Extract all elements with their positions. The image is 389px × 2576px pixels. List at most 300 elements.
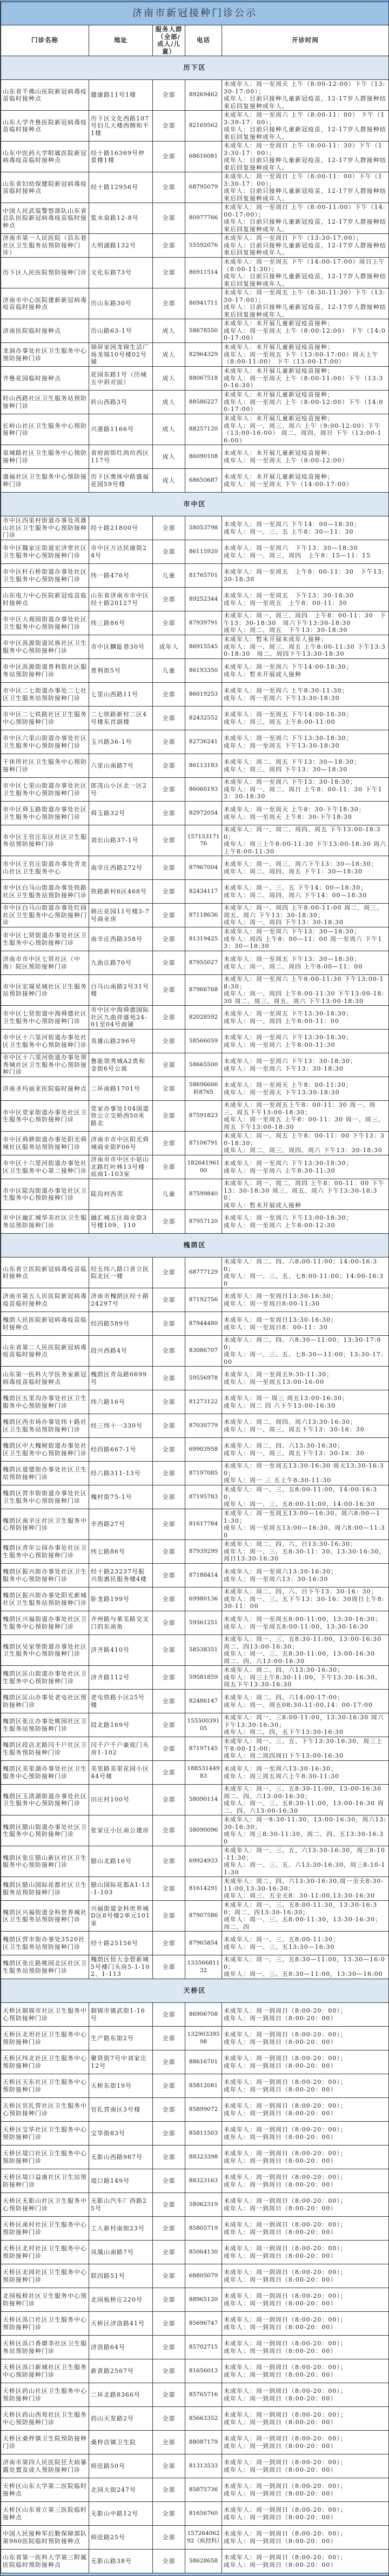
clinic-address: 堤口路149号 bbox=[89, 2169, 153, 2193]
clinic-name: 山东省第二人民医院新冠病毒疫苗临时接种点 bbox=[1, 1336, 89, 1367]
clinic-address: 济南市市中区小姑山北路红叶林13号楼底商1-103室 bbox=[89, 1155, 153, 1179]
clinic-address: 市中区万达民康街24号 bbox=[89, 540, 153, 564]
clinic-name: 市中区二七街道办事处二七社区卫生服务站预防接种门诊 bbox=[1, 683, 89, 707]
phone-number: 83086707 bbox=[185, 1336, 222, 1367]
clinic-address: 美里路美里花园小区44号楼 bbox=[89, 1761, 153, 1785]
clinic-name: 齐鲁花园临时接种点 bbox=[1, 367, 89, 391]
phone-number: 59561251 bbox=[185, 1611, 222, 1635]
clinic-name: 市中区白马山街道办事处铁路社区卫生服务站预防接种门诊 bbox=[1, 880, 89, 904]
opening-hours: 未成年人：周一到周日（8:00-20：00）； 成年人：周一到周日（8:00-20：00） bbox=[222, 2454, 389, 2478]
clinic-name: 槐荫区振兴街办事处社区卫生服务中心预防接种门诊 bbox=[1, 1564, 89, 1588]
clinic-name: 市中区十六里河街道办事处领秀城社区卫生服务中心预防接种门诊 bbox=[1, 1053, 89, 1077]
service-group: 全部 bbox=[153, 1666, 185, 1690]
clinic-name: 市中区七贤街道办事处社区卫生服务中心预防接种门诊 bbox=[1, 927, 89, 951]
phone-number: 87965854 bbox=[185, 1932, 222, 1955]
table-row bbox=[1, 1761, 389, 1785]
phone-number: 82028592 bbox=[185, 1006, 222, 1030]
clinic-name: 槐荫区腊山国际花都社区卫生服务站预防接种门诊 bbox=[1, 1877, 89, 1901]
phone-number: 82486147 bbox=[185, 1690, 222, 1713]
table-row bbox=[1, 516, 389, 540]
opening-hours: 未成年人：周二、四、六、日13:30-16:30； 成年人：周一、三、五8:30-11：30、13:30-16:30，周日13:30-16:30 bbox=[222, 1540, 389, 1564]
phone-number: 89269462 bbox=[185, 80, 222, 111]
phone-number: 82432552 bbox=[185, 707, 222, 730]
table-row bbox=[1, 659, 389, 683]
opening-hours: 未成年人：周一至周六 上午8:00-11:30 下午13:00-18:30； 成年人：周一、周四 上午8:00-11:30 下午13:00-18:30 周二、周三、周五、周六 下午13:00-18:30 bbox=[222, 975, 389, 1006]
clinic-name: 天桥区药山西苑社区卫生服务中心预防接种门诊 bbox=[1, 2407, 89, 2431]
phone-number: 87030779 bbox=[185, 1414, 222, 1438]
opening-hours: 未成年人：周一至周五8:00-11:00，13:30-16:30； 成年人：周一至周五8:00-11:00，13:30-16:30 bbox=[222, 1611, 389, 1635]
table-row bbox=[1, 172, 389, 203]
phone-number: 86113183 bbox=[185, 754, 222, 778]
service-group: 全部 bbox=[153, 2288, 185, 2312]
clinic-address: 济齐路112号 bbox=[89, 1666, 153, 1690]
service-group: 全部 bbox=[153, 2241, 185, 2264]
table-row bbox=[1, 1462, 389, 1485]
clinic-address: 纬六路16号 bbox=[89, 1390, 153, 1414]
clinic-name: 市中区王官庄东区社区卫生服务站预防接种门诊 bbox=[1, 825, 89, 856]
opening-hours: 未成年人：周一到周日（8:00-20：00）； 成年人：周一到周日（8:00-20：00） bbox=[222, 2027, 389, 2050]
clinic-address: 二环南路1701号 bbox=[89, 1077, 153, 1101]
opening-hours: 未成年人：周一至周五 上午8：00-11：30 下午13:30-18:30 bbox=[222, 564, 389, 588]
phone-number: 85702715 bbox=[185, 2336, 222, 2359]
clinic-name: 市中区泺源街道民族社区卫生服务中心预防接种门诊 bbox=[1, 635, 89, 659]
service-group: 全部 bbox=[153, 172, 185, 203]
clinic-address: 经六路311-13号 bbox=[89, 1462, 153, 1485]
table-row bbox=[1, 343, 389, 367]
opening-hours: 未成年人：周一至周六13:30-16:30； 成年人：周一至周六13：30-16:30 bbox=[222, 1564, 389, 1588]
table-row bbox=[1, 1367, 389, 1390]
opening-hours: 未成年人：未开展儿童新冠疫苗接种； 成年人：周一至周天 下午（14:00-17:00） bbox=[222, 469, 389, 493]
opening-hours: 未成年人：周一至周日 上午（8:00-11：00）下午（13:30-17：00）； 成年人：目前只接种儿童新冠疫苗，12-17岁人群接种结束后回复接种成年人。 bbox=[222, 172, 389, 203]
opening-hours: 未成年人：周一、周五 上午8：00-11：00 下午13：30-18:30； 成年人：周二、周三、周四、周六 下午13：30-18:30 bbox=[222, 1132, 389, 1155]
opening-hours: 未成年人：周一、三、五8:30-11:00，13:00-16:30 周二、四13:00-16:30； 成年人：周一、三、五8:30-11:00，13:00-16:30 周二、四、六13:00-16:30 bbox=[222, 1635, 389, 1666]
service-group: 全部 bbox=[153, 2383, 185, 2407]
clinic-name: 槐荫区美里湖办事处社区卫生服务中心预防接种门诊 bbox=[1, 1761, 89, 1785]
table-row bbox=[1, 2407, 389, 2431]
table-row bbox=[1, 951, 389, 975]
phone-number: 87118636 bbox=[185, 904, 222, 927]
phone-number: 58628658 bbox=[185, 2550, 222, 2573]
service-group: 全部 bbox=[153, 2193, 185, 2217]
clinic-address: 凤凰山南路7号 bbox=[89, 2241, 153, 2264]
opening-hours: 未成年人：周一到周日（8:00-20：00）； 成年人：周一到周日（8:00-20：00） bbox=[222, 2217, 389, 2241]
district-header-row bbox=[1, 1979, 389, 2003]
phone-number: 68650687 bbox=[185, 469, 222, 493]
column-header-phone: 电话 bbox=[185, 25, 222, 56]
table-row bbox=[1, 1030, 389, 1053]
clinic-address: 段兴西路4号 bbox=[89, 1336, 153, 1367]
clinic-address: 玉兴路36-1号 bbox=[89, 730, 153, 754]
table-row bbox=[1, 2003, 389, 2027]
service-group: 全部 bbox=[153, 1155, 185, 1179]
clinic-name: 市中区舜耕街道办事处阳光舜城社区服务站预防接种门诊 bbox=[1, 1132, 89, 1155]
opening-hours: 未成年人：周一至周五 下午13:30-18:30； 成年人：周一、周四 上午8:00-11：00 bbox=[222, 1006, 389, 1030]
clinic-address: 辛西路27号 bbox=[89, 1509, 153, 1540]
service-group: 全部 bbox=[153, 2050, 185, 2074]
clinic-address: 经四路667-1号 bbox=[89, 1438, 153, 1462]
table-row bbox=[1, 1955, 389, 1979]
phone-number: 58696666转8765 bbox=[185, 1077, 222, 1101]
opening-hours: 未成年人：周一至周六 下午13：30—18:30； 成年人：周四 上午8：00—11：00 周一至周六 下午13：30—18:30 bbox=[222, 927, 389, 951]
clinic-name: 市中区魏家庄街道宏济堂社区卫生服务中心预防接种门诊 bbox=[1, 540, 89, 564]
table-row bbox=[1, 2145, 389, 2169]
clinic-address: 党家办事处104国道铁公立交桥西50米路北 bbox=[89, 1101, 153, 1132]
table-row bbox=[1, 234, 389, 258]
table-row bbox=[1, 856, 389, 880]
opening-hours: 未成年人：周一至周六 下午14:00-18:30； 成年人：暂未开展成人接种 bbox=[222, 659, 389, 683]
clinic-name: 天桥区无影山社区卫生服务中心预防接种门诊 bbox=[1, 2193, 89, 2217]
table-row bbox=[1, 2217, 389, 2241]
table-row bbox=[1, 707, 389, 730]
table-row bbox=[1, 802, 389, 825]
clinic-address: 槐荫区青岛路6699号 bbox=[89, 1367, 153, 1390]
table-row bbox=[1, 414, 389, 445]
clinic-name: 山东省妇幼保健院新冠病毒疫苗临时接种点 bbox=[1, 172, 89, 203]
service-group: 儿童 bbox=[153, 659, 185, 683]
service-group: 全部 bbox=[153, 1509, 185, 1540]
phone-number: 87195783 bbox=[185, 1485, 222, 1509]
clinic-address: 九曲庄路70号 bbox=[89, 951, 153, 975]
opening-hours: 未成年人：周一到周日（8:00-20：00）； 成年人：周一到周日（8:00-20：00） bbox=[222, 2550, 389, 2573]
column-header-group: 服务人群（全部/成人/儿童） bbox=[153, 25, 185, 56]
opening-hours: 未成年人：周一到周日（8:00-20：00）； 成年人：周一到周日（8:00-20：00） bbox=[222, 2145, 389, 2169]
table-row bbox=[1, 2050, 389, 2074]
column-header-hours: 开诊时间 bbox=[222, 25, 389, 56]
service-group: 儿童 bbox=[153, 1179, 185, 1210]
phone-number: 88616701 bbox=[185, 2050, 222, 2074]
table-row bbox=[1, 927, 389, 951]
service-group: 全部 bbox=[153, 778, 185, 802]
table-row bbox=[1, 2336, 389, 2359]
table-row bbox=[1, 445, 389, 469]
phone-number: 88323398 bbox=[185, 2145, 222, 2169]
district-header-row bbox=[1, 1234, 389, 1257]
phone-number: 55592076 bbox=[185, 234, 222, 258]
service-group: 全部 bbox=[153, 1901, 185, 1932]
phone-number: 86019253 bbox=[185, 683, 222, 707]
clinic-address: 二环北路8366号 bbox=[89, 2383, 153, 2407]
phone-number: 58538351 bbox=[185, 1635, 222, 1666]
clinic-address: 纬一路476号 bbox=[89, 564, 153, 588]
service-group: 全部 bbox=[153, 1564, 185, 1588]
clinic-address: 舜玉路32号 bbox=[89, 802, 153, 825]
clinic-address: 药山天发路2号 bbox=[89, 2407, 153, 2431]
service-group: 全部 bbox=[153, 1540, 185, 1564]
opening-hours: 未成年人：周一至周五上午8：00-11：30 周一、周三、周五下午13:00-18:30； 成年人：周一至周五 上午8：00-11：30 周一、周三、周五 下午13:00-18:30 bbox=[222, 1101, 389, 1132]
table-row bbox=[1, 1635, 389, 1666]
opening-hours: 未成年人：周一到周日（8:00-20：00）； 成年人：周一到周日（8:00-20：00） bbox=[222, 2074, 389, 2098]
opening-hours: 未成年人：周一8:30-11:30，13:00-16:30，周六13:30-16:30； 成年人：周三8:30-11:30，周二、四、五13:30-16:30 bbox=[222, 1815, 389, 1846]
clinic-address: 转山西路3号 bbox=[89, 391, 153, 414]
opening-hours: 未成年人：周一至周五 下午13：30-18:30 成年人：周一至周五 上午8：00-11：30 bbox=[222, 588, 389, 611]
service-group: 全部 bbox=[153, 2098, 185, 2122]
phone-number: 68795079 bbox=[185, 172, 222, 203]
opening-hours: 未成年人：周一至周五 上午（8:30-11:30）下午（13:30-17:00）； 成年人：目前只接种儿童新冠疫苗，12-17岁人群接种结束后回复接种成年人。 bbox=[222, 288, 389, 319]
service-group: 全部 bbox=[153, 203, 185, 234]
service-group: 全部 bbox=[153, 2336, 185, 2359]
clinic-name: 天桥区桑梓镇卫生院预防接种门诊 bbox=[1, 2431, 89, 2454]
table-row bbox=[1, 1932, 389, 1955]
service-group: 全部 bbox=[153, 1030, 185, 1053]
phone-number: 87967004 bbox=[185, 856, 222, 880]
phone-number: 87591823 bbox=[185, 1101, 222, 1132]
opening-hours: 未成年人：周一、三、五、六13:30-16:30，周三8:10-11:30； 成年人：周一、三、五、六13:30-16:30，周三8:10-11:30 bbox=[222, 1846, 389, 1877]
service-group: 全部 bbox=[153, 802, 185, 825]
opening-hours: 未成年人：周一至周五 下午14:00-18:30； 成年人：周三、周五 上午8:00-11:00 bbox=[222, 707, 389, 730]
clinic-address: 兴港路1166号 bbox=[89, 414, 153, 445]
clinic-address: 无影山路38号 bbox=[89, 2550, 153, 2573]
opening-hours: 未成年人：周一至周日 上午（8:00-11:00）下午（14:00-17:00）； 成年人：目前只接种儿童新冠疫苗，12-17岁人群接种结束后回复接种成年人。 bbox=[222, 203, 389, 234]
table-row bbox=[1, 2288, 389, 2312]
opening-hours: 未成年人：周一、周二、周四、周五 下午13:00-18:30； 成年人：周三上午8:00-11:30 下午13:00-18:30 周六上午8:00-11:30 bbox=[222, 825, 389, 856]
service-group: 全部 bbox=[153, 1390, 185, 1414]
service-group: 全部 bbox=[153, 2502, 185, 2526]
service-group: 全部 bbox=[153, 540, 185, 564]
opening-hours: 未成年人：周二、四、六13:30-16:30,周一全天8:30-11:00,13:30-16:30； 成年人：周三、五全天8：30-11:00,13:30-16:30 bbox=[222, 1877, 389, 1901]
table-row bbox=[1, 1815, 389, 1846]
table-row bbox=[1, 1077, 389, 1101]
clinic-address: 经十路23237号振兴街惠民服务楼4楼 bbox=[89, 1564, 153, 1588]
table-row bbox=[1, 2383, 389, 2407]
clinic-name: 槐荫区道德街办事处社区卫生站预防接种门诊 bbox=[1, 1462, 89, 1485]
service-group: 成人 bbox=[153, 414, 185, 445]
table-row bbox=[1, 1101, 389, 1132]
service-group: 全部 bbox=[153, 927, 185, 951]
opening-hours: 未成年人：周一 周三 周五13:00-16:30； 成年人：周二 四 六下午13:00-16:30 bbox=[222, 1390, 389, 1414]
phone-number: 86060193 bbox=[185, 778, 222, 802]
opening-hours: 未成年人：周一至周六 下午13：30-18:30； 成年人：周一至周六 下午13：30-18:30 bbox=[222, 1053, 389, 1077]
clinic-name: 天桥区堤口社区卫生服务中心预防接种门诊 bbox=[1, 2145, 89, 2169]
clinic-name: 市中区融汇城华美社区卫生服务站预防接种门诊 bbox=[1, 1210, 89, 1234]
service-group: 成人 bbox=[153, 367, 185, 391]
opening-hours: 未成年人：周一、周二、周四 上午8：00-11：00 下午13：30-18:30 周三、周五、周六 下午13:30-18:30； 成年人：暂未开展成人接种 bbox=[222, 1179, 389, 1210]
phone-number: 85812081 bbox=[185, 2074, 222, 2098]
service-group: 全部 bbox=[153, 2027, 185, 2050]
phone-number: 15715317176 bbox=[185, 825, 222, 856]
opening-hours: 未成年人：周一至周六 下午13：30—18:30 成年人：周一、周三、周四 上午8：15—11：15 bbox=[222, 540, 389, 564]
opening-hours: 未成年人：周一、三、五8:30—11:00，13:30—16:00； 成年人：周一、三、五8:30—11:00，13:30—16:00 bbox=[222, 1955, 389, 1979]
opening-hours: 未成年人：周一到周日（8:00-20：00）； 成年人：周一到周日（8:00-20：00） bbox=[222, 2122, 389, 2145]
clinic-address: 锦屏家园龙锦生活广场龙锦10号楼02号铺 bbox=[89, 343, 153, 367]
opening-hours: 未成年人：周一到周日（8:00-20：00）； 成年人：周一到周日（8:00-20：00） bbox=[222, 2383, 389, 2407]
clinic-name: 干休所社区卫生服务中心预防接种门诊 bbox=[1, 754, 89, 778]
clinic-name: 槐荫区五里沟办事处社区卫生服务中心预防接种门诊 bbox=[1, 1390, 89, 1414]
clinic-address: 经十路12956号 bbox=[89, 172, 153, 203]
opening-hours: 未成年人：周一到周日（8:00-20：00）； 成年人：周一到周日（8:00-20：00） bbox=[222, 2336, 389, 2359]
phone-number: 80977766 bbox=[185, 203, 222, 234]
clinic-name: 槐荫区张庄路桃园北区社区卫生服务站预防接种门诊 bbox=[1, 1955, 89, 1979]
table-row bbox=[1, 391, 389, 414]
clinic-name: 槐荫人民医院新冠病毒疫苗临时接种点 bbox=[1, 1312, 89, 1336]
table-row bbox=[1, 1438, 389, 1462]
opening-hours: 未成年人：周二、四、六13:30-16:30； 成年人：周三上午8:30-11:00，下午13:30-16:30，周五下午13:30-16:30 bbox=[222, 1666, 389, 1690]
clinic-address: 师范路50号 bbox=[89, 2454, 153, 2478]
clinic-address: 二七铁路新村二区4号楼东首副楼 bbox=[89, 707, 153, 730]
clinic-name: 济南市第一人民医院（县东巷社区卫生服务站预防接种门诊） bbox=[1, 234, 89, 258]
bottom-bar bbox=[1, 2573, 388, 2575]
clinic-name: 天桥区宝华社区卫生服务中心预防接种门诊 bbox=[1, 2122, 89, 2145]
opening-hours: 未成年人：周一、三、五8:00-11:00，14:00-16:30； 成年人：周一、三、五8:00-11:00，14:00-16:30 bbox=[222, 1485, 389, 1509]
table-row bbox=[1, 1564, 389, 1588]
table-row bbox=[1, 1588, 389, 1611]
phone-number: 81656013 bbox=[185, 2359, 222, 2383]
clinic-address: 济洛路64号 bbox=[89, 2336, 153, 2359]
phone-number: 58090096 bbox=[185, 1815, 222, 1846]
clinic-name: 山东中医药大学附属医院新冠病毒疫苗临时接种点 bbox=[1, 142, 89, 172]
clinic-address: 兴福街道金科世界城D区8号楼2单元101室 bbox=[89, 1901, 153, 1932]
opening-hours: 未成年人：周一至周五13:00—16:30、周六8:00—11:30； 成年人：周一至周五13:00—16:30、周六8:00—11:30 bbox=[222, 1509, 389, 1540]
phone-number: 87944480 bbox=[185, 1312, 222, 1336]
opening-hours: 未成年人：周一至周六 下午13:30-18:30； 成年人：周一至周六 上午8:00-11:30 bbox=[222, 1030, 389, 1053]
service-group: 成人 bbox=[153, 469, 185, 493]
service-group: 全部 bbox=[153, 1877, 185, 1901]
service-group: 全部 bbox=[153, 2407, 185, 2431]
opening-hours: 未成年人：周一、周四 上午8:00-11:00 周二、周三、周五、周六 下午13：30-18:30； 成年人：周一、周四 下午13：30-18:30 bbox=[222, 904, 389, 927]
phone-number: 81765701 bbox=[185, 564, 222, 588]
opening-hours: 未成年人：周一到周日（8:00-20：00）； 成年人：周一到周日（8:00-20：00） bbox=[222, 2098, 389, 2122]
phone-number: 58062319 bbox=[185, 2193, 222, 2217]
clinic-address: 济齐路410号 bbox=[89, 1635, 153, 1666]
service-group: 全部 bbox=[153, 1438, 185, 1462]
clinic-name: 龙洞办事处社区卫生服务中心预防接种门诊 bbox=[1, 343, 89, 367]
opening-hours: 未成年人：周一到周日（8:00-20：00）； 成年人：周一到周日（8:00-20：00） bbox=[222, 2241, 389, 2264]
table-row bbox=[1, 2264, 389, 2288]
table-row bbox=[1, 2526, 389, 2550]
clinic-address: 六里山南路7号 bbox=[89, 754, 153, 778]
service-group: 全部 bbox=[153, 142, 185, 172]
phone-number: 86193350 bbox=[185, 659, 222, 683]
clinic-name: 天桥区泺口香磨李社区卫生服务站预防接种门诊 bbox=[1, 2336, 89, 2359]
service-group: 全部 bbox=[153, 880, 185, 904]
clinic-address: 经十路21800号 bbox=[89, 516, 153, 540]
clinic-name: 槐荫区营市街办事处3520社区卫生服务站预防接种门诊 bbox=[1, 1932, 89, 1955]
phone-number: 87192756 bbox=[185, 1288, 222, 1312]
opening-hours: 未成年人：周一、三、五8:00-11:30； 成年人：周一、三、五13:30—16:30 bbox=[222, 1932, 389, 1955]
table-row bbox=[1, 1257, 389, 1288]
clinic-name: 历下区人民医院预防接种门诊 bbox=[1, 258, 89, 288]
table-row bbox=[1, 1006, 389, 1030]
phone-number: 86911514 bbox=[185, 258, 222, 288]
clinic-name: 槐荫区振兴街办事处阳光新城社区卫生服务站预防接种门诊 bbox=[1, 1588, 89, 1611]
table-row bbox=[1, 2454, 389, 2478]
opening-hours: 未成年人：周一至周六 下午14：00—18:30； 成年人：周一、三、五 上午8：30—11：30 bbox=[222, 516, 389, 540]
service-group: 成人 bbox=[153, 319, 185, 343]
service-group: 全部 bbox=[153, 111, 185, 142]
service-group: 全部 bbox=[153, 516, 185, 540]
clinic-address: 历下区文化西路107号妇儿大楼西侧和平1楼 bbox=[89, 111, 153, 142]
table-row bbox=[1, 635, 389, 659]
table-row bbox=[1, 2027, 389, 2050]
opening-hours: 未成年人：周一至周五9:30-11:30； 成年人：周一至周五13:00-16:00 bbox=[222, 1367, 389, 1390]
district-header-row bbox=[1, 56, 389, 80]
service-group: 全部 bbox=[153, 825, 185, 856]
opening-hours: 未成年人：周一到周日（8:00-20：00）； 成年人：周一到周日（8:00-20：00） bbox=[222, 2502, 389, 2526]
table-row bbox=[1, 1846, 389, 1877]
service-group: 全部 bbox=[153, 1485, 185, 1509]
opening-hours: 未成年人：周一至周天 上午8：30-下午18:30； 成年人：周一至周天 上午8：30-下午18:30 bbox=[222, 802, 389, 825]
table-row bbox=[1, 564, 389, 588]
district-name: 市中区 bbox=[1, 493, 389, 516]
clinic-name: 市中区十六里河街道办事处社区卫生服务中心预防接种门诊 bbox=[1, 1030, 89, 1053]
phone-number: 88257120 bbox=[185, 414, 222, 445]
table-row bbox=[1, 1611, 389, 1635]
opening-hours: 未成年人：周一至周六 下午13:30-18:30； 成年人：周一至周五 下午13:30-18:30 bbox=[222, 730, 389, 754]
table-row bbox=[1, 1414, 389, 1438]
column-header-name: 门诊名称 bbox=[1, 25, 89, 56]
opening-hours: 未成年人：周一、三、五 下午14：00—18:30； 成年人：周二、周四、周六 下午14：00—18:30 bbox=[222, 880, 389, 904]
clinic-name: 槐荫区兴福街道金科世界城社区卫生服务站预防接种门诊 bbox=[1, 1901, 89, 1932]
table-row bbox=[1, 2359, 389, 2383]
service-group: 全部 bbox=[153, 1761, 185, 1785]
phone-number: 58053798 bbox=[185, 516, 222, 540]
clinic-address: 师范路25号 bbox=[89, 2526, 153, 2550]
service-group: 全部 bbox=[153, 1132, 185, 1155]
phone-number: 18853144983 bbox=[185, 1761, 222, 1785]
clinic-name: 中国人民武装警察部队山东省总队医院新冠病毒疫苗临时接种点 bbox=[1, 203, 89, 234]
phone-number: 69924933 bbox=[185, 1846, 222, 1877]
phone-number: 68805079 bbox=[185, 2264, 222, 2288]
table-row bbox=[1, 1485, 389, 1509]
service-group: 全部 bbox=[153, 975, 185, 1006]
clinic-name: 天桥区纬北社区卫生服务中心预防接种门诊 bbox=[1, 2050, 89, 2074]
opening-hours: 未成年人：周一、三8:00-11:00，13:30-16:30 周六下午13:30-16:30； 成年人：周二，四，五下午13:30-16:30 bbox=[222, 1713, 389, 1737]
service-group: 全部 bbox=[153, 588, 185, 611]
opening-hours: 未成年人：周一至周六13:30-16:30； 成年人：周三周五周六上午8:30-11:30 bbox=[222, 1761, 389, 1785]
page-title: 济南市新冠接种门诊公示 bbox=[1, 2, 389, 25]
phone-number: 82964329 bbox=[185, 343, 222, 367]
phone-number: 85899072 bbox=[185, 2098, 222, 2122]
table-row bbox=[1, 975, 389, 1006]
opening-hours: 未成年人：周二、四、六8:30—11:00；13:30-17:00； 成年人：周一、三、五、七8:30—11:00；13:30-17:00 bbox=[222, 1336, 389, 1367]
service-group: 全部 bbox=[153, 1737, 185, 1761]
clinic-address: 槐村街75-1号 bbox=[89, 1485, 153, 1509]
service-group: 全部 bbox=[153, 1053, 185, 1077]
table-row bbox=[1, 2431, 389, 2454]
opening-hours: 未成年人：未开展儿童新冠疫苗接种； 成年人：周一至周天 上午（8:00-11:00）下午（13:30-16:30） bbox=[222, 367, 389, 391]
phone-number: 88586227 bbox=[185, 391, 222, 414]
opening-hours: 未成年人：暂未开展未成年人接种； 成年人：周一、周三、周五 上午8:00-11:30 下午13:30-18:30 周二、周四下午13:30-18:30 bbox=[222, 635, 389, 659]
opening-hours: 未成年人：周一至周六 下午13:30-18:30； 成年人：周一至周六 上午8:30-11:30 bbox=[222, 1155, 389, 1179]
opening-hours: 未成年人：周一到周日（8:00-20：00）； 成年人：周一到周日（8:00-20：00） bbox=[222, 2003, 389, 2027]
phone-number: 87197145 bbox=[185, 1737, 222, 1761]
service-group: 全部 bbox=[153, 1635, 185, 1666]
clinic-name: 槐荫区南辛庄社区卫生服务中心预防接种门诊 bbox=[1, 1509, 89, 1540]
table-row bbox=[1, 1336, 389, 1367]
clinic-address: 闫千户千户豪庭门头房1-102 bbox=[89, 1737, 153, 1761]
clinic-name: 盛福社区卫生服务中心预防接种门诊 bbox=[1, 469, 89, 493]
service-group: 全部 bbox=[153, 1713, 185, 1737]
opening-hours: 未成年人：周一至周天 上午8：00-11:30； 成年人：周一至周天 下午13:30-18:30 bbox=[222, 1077, 389, 1101]
table-row bbox=[1, 142, 389, 172]
clinic-address: 英雄山路296号 bbox=[89, 1030, 153, 1053]
phone-number: 68777129 bbox=[185, 1257, 222, 1288]
clinic-name: 山东第一医科大学医务室新冠病毒疫苗临时接种点 bbox=[1, 1367, 89, 1390]
opening-hours: 未成年人：周一至周日13:30-16:30； 成年人：周一至周日8:00-11:30 bbox=[222, 1288, 389, 1312]
table-row bbox=[1, 111, 389, 142]
clinic-address: 七里山西路11号 bbox=[89, 683, 153, 707]
service-group: 全部 bbox=[153, 611, 185, 635]
table-row bbox=[1, 1132, 389, 1155]
phone-number: 81313533 bbox=[185, 2454, 222, 2478]
opening-hours: 未成年人：周一至周五 下午13：30—18:30； 成年人：周一、周二、周四 上午8:00—11：00 bbox=[222, 951, 389, 975]
district-name: 天桥区 bbox=[1, 1979, 389, 2003]
opening-hours: 未成年人：周一至周日13:30-16:30； 成年人：周一至周日8：00-11：30 bbox=[222, 1312, 389, 1336]
service-group: 全部 bbox=[153, 1462, 185, 1485]
table-row bbox=[1, 1312, 389, 1336]
clinic-address: 韩庄花园11号楼3-7号商业房 bbox=[89, 904, 153, 927]
opening-hours: 未成年人：未开展儿童新冠疫苗接种； 成年人：周一至周天 上午（8:00-12:00） 下午（14:00-17:00） bbox=[222, 319, 389, 343]
clinic-address: 普利街5号 bbox=[89, 659, 153, 683]
